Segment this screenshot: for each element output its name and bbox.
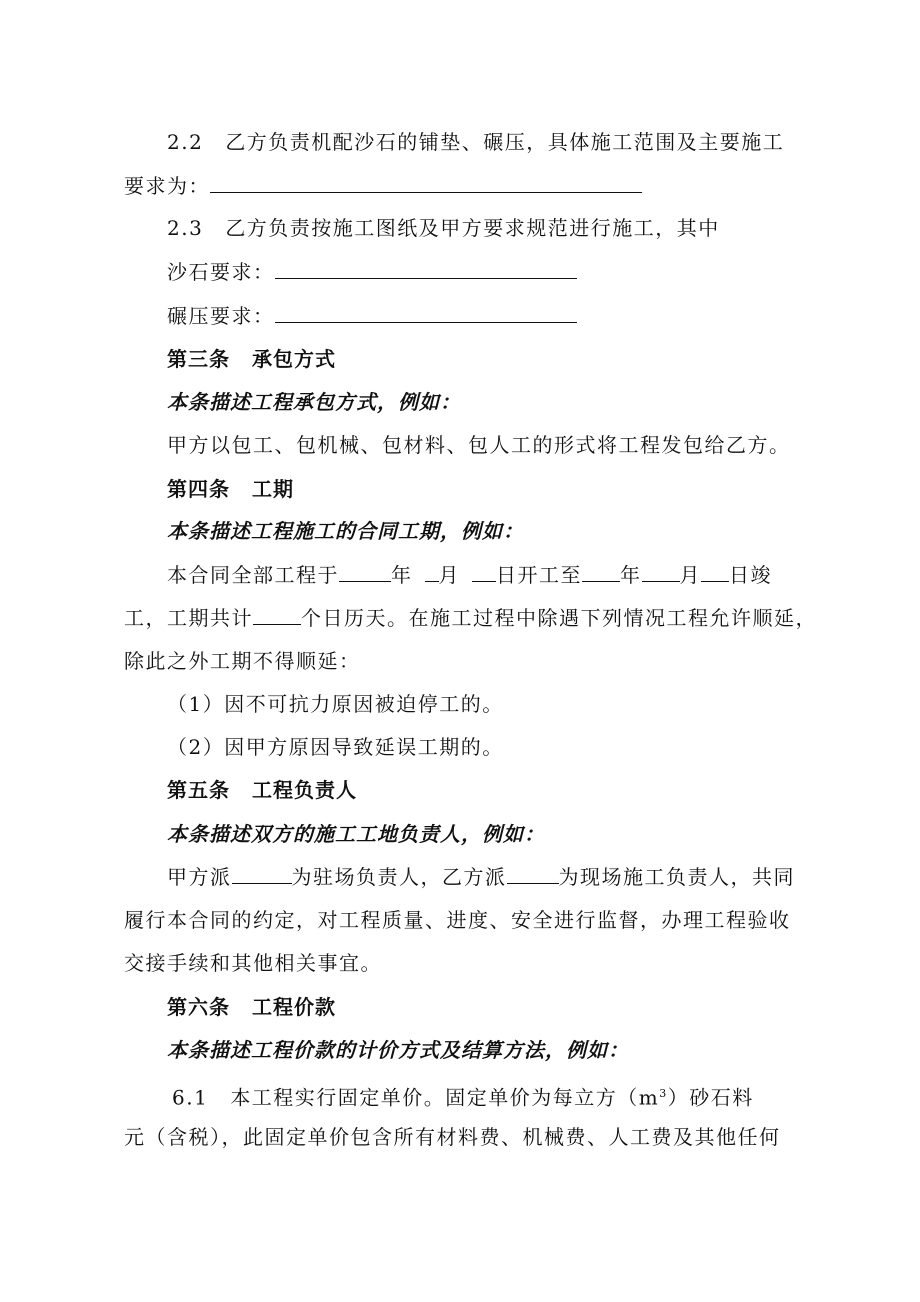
clause-number: 2.2 <box>167 130 204 154</box>
fill-blank[interactable] <box>339 561 391 582</box>
article-title: 工程价款 <box>252 995 336 1019</box>
body-text: 年 <box>620 563 642 587</box>
article-4-line2 <box>124 604 817 632</box>
body-text: 本工程实行固定单价。固定单价为每立方（m <box>230 1085 660 1110</box>
fill-blank[interactable] <box>642 561 680 582</box>
fill-blank[interactable] <box>701 561 729 582</box>
fill-blank[interactable] <box>232 863 292 884</box>
body-text: 月 <box>679 563 701 587</box>
fill-blank[interactable] <box>472 561 496 582</box>
article-number: 第三条 <box>167 347 230 371</box>
field-label: 碾压要求： <box>167 304 275 328</box>
article-5-line1 <box>167 863 795 891</box>
fill-blank[interactable] <box>425 561 439 582</box>
clause-number: 2.3 <box>167 216 204 240</box>
clause-2-3-line1 <box>167 214 720 242</box>
clause-number: 6.1 <box>172 1085 209 1110</box>
article-5-description: 本条描述双方的施工工地负责人，例如： <box>167 822 545 846</box>
fill-blank[interactable] <box>582 561 620 582</box>
clause-text: 要求为： <box>124 174 210 198</box>
article-number: 第四条 <box>167 477 230 501</box>
article-4-line1 <box>167 561 772 589</box>
article-title: 承包方式 <box>252 347 336 371</box>
article-6-line1 <box>172 1080 754 1112</box>
body-text: 月 <box>438 563 460 587</box>
fill-blank[interactable] <box>275 302 577 323</box>
article-3-description: 本条描述工程承包方式，例如： <box>167 390 461 414</box>
body-text: 工，工期共计 <box>124 606 253 630</box>
article-5-line2: 履行本合同的约定，对工程质量、进度、安全进行监督，办理工程验收 <box>124 908 791 932</box>
article-4-heading <box>167 475 294 503</box>
sand-requirement-line <box>167 258 577 286</box>
body-text: 为驻场负责人，乙方派 <box>291 865 507 889</box>
fill-blank[interactable] <box>275 258 577 279</box>
article-3-body: 甲方以包工、包机械、包材料、包人工的形式将工程发包给乙方。 <box>167 433 791 457</box>
body-text: 年 <box>391 563 413 587</box>
article-5-line3: 交接手续和其他相关事宜。 <box>124 951 382 975</box>
article-number: 第六条 <box>167 995 230 1019</box>
clause-2-2-line2 <box>124 172 642 200</box>
superscript: 3 <box>659 1087 668 1100</box>
article-6-heading <box>167 993 336 1021</box>
article-number: 第五条 <box>167 778 230 802</box>
body-text: 本合同全部工程于 <box>167 563 339 587</box>
article-4-item-1: （1）因不可抗力原因被迫停工的。 <box>167 692 504 716</box>
article-6-line2: 元（含税），此固定单价包含所有材料费、机械费、人工费及其他任何 <box>124 1125 781 1149</box>
fill-blank[interactable] <box>253 604 301 625</box>
body-text: 个日历天。在施工过程中除遇下列情况工程允许顺延， <box>301 606 817 630</box>
article-6-description: 本条描述工程价款的计价方式及结算方法，例如： <box>167 1038 629 1062</box>
article-5-heading <box>167 776 357 804</box>
field-label: 沙石要求： <box>167 260 275 284</box>
body-text: 甲方派 <box>167 865 232 889</box>
fill-blank[interactable] <box>210 172 642 193</box>
rolling-requirement-line <box>167 302 577 330</box>
article-title: 工程负责人 <box>252 778 357 802</box>
clause-2-2-line1 <box>167 128 784 156</box>
article-4-line3: 除此之外工期不得顺延： <box>124 649 361 673</box>
clause-text: 乙方负责机配沙石的铺垫、碾压，具体施工范围及主要施工 <box>225 130 785 154</box>
article-4-description: 本条描述工程施工的合同工期，例如： <box>167 519 524 543</box>
body-text: 日竣 <box>729 563 772 587</box>
body-text: 为现场施工负责人，共同 <box>558 865 795 889</box>
article-4-item-2: （2）因甲方原因导致延误工期的。 <box>167 735 504 759</box>
article-title: 工期 <box>252 477 294 501</box>
fill-blank[interactable] <box>507 863 559 884</box>
body-text: 日开工至 <box>496 563 582 587</box>
article-3-heading <box>167 345 336 373</box>
clause-text: 乙方负责按施工图纸及甲方要求规范进行施工，其中 <box>225 216 720 240</box>
body-text: ）砂石料 <box>667 1085 754 1110</box>
